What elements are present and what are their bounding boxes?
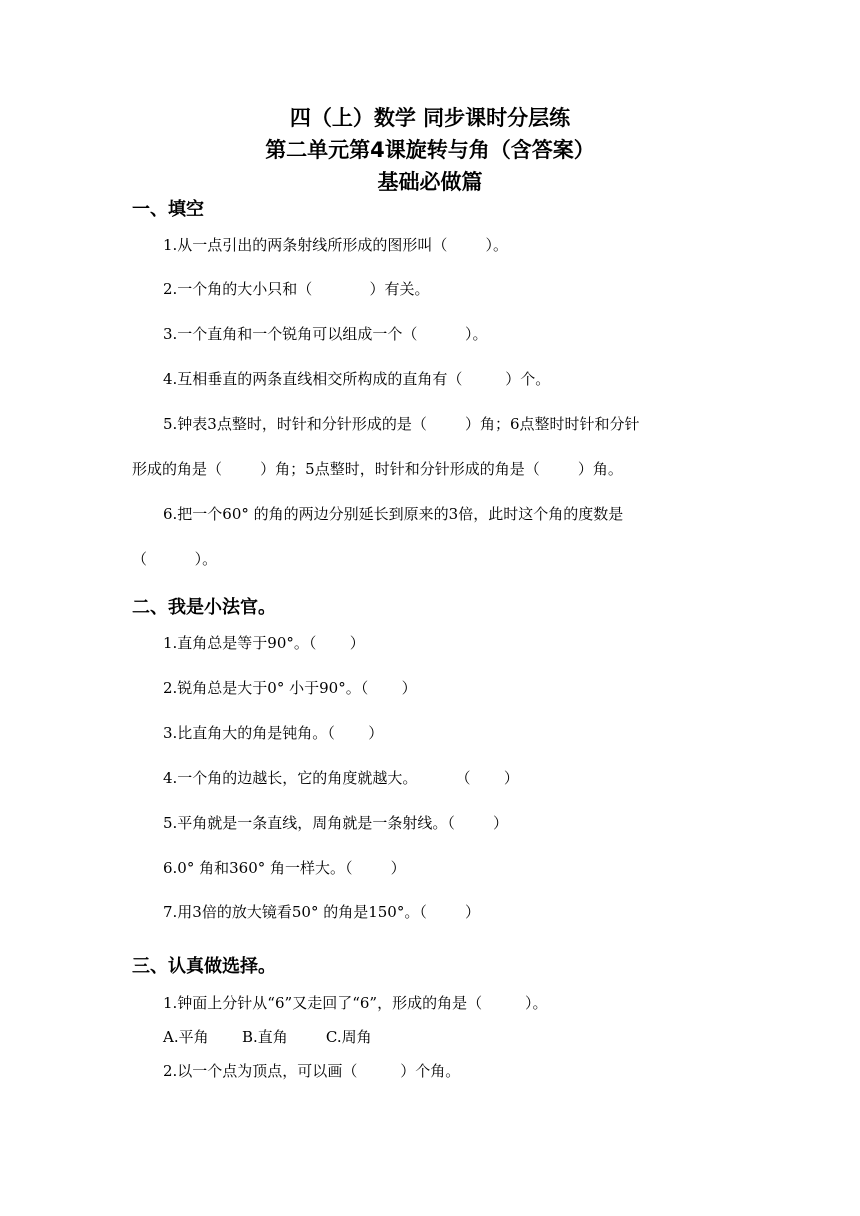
question-line: 5.平角就是一条直线，周角就是一条射线。（ ） <box>163 814 508 832</box>
title-line-2: 第二单元第4课旋转与角（含答案） <box>265 138 595 162</box>
question-line: 2.以一个点为顶点，可以画（ ）个角。 <box>163 1062 461 1080</box>
question-line: 1.钟面上分针从“6”又走回了“6”，形成的角是（ ）。 <box>163 994 548 1012</box>
section-heading-choice: 三、认真做选择。 <box>132 956 276 977</box>
question-line: 2.一个角的大小只和（ ）有关。 <box>163 280 430 298</box>
question-line: 形成的角是（ ）角；5点整时，时针和分针形成的角是（ ）角。 <box>132 460 623 478</box>
title-line-1: 四（上）数学 同步课时分层练 <box>289 106 571 130</box>
question-line: 6.0° 角和360° 角一样大。（ ） <box>163 859 406 877</box>
question-line: 6.把一个60° 的角的两边分别延长到原来的3倍，此时这个角的度数是 <box>163 505 624 523</box>
question-line: 5.钟表3点整时，时针和分针形成的是（ ）角；6点整时时针和分针 <box>163 415 640 433</box>
question-line: 7.用3倍的放大镜看50° 的角是150°。（ ） <box>163 903 480 921</box>
question-line: 3.比直角大的角是钝角。（ ） <box>163 724 384 742</box>
choice-options: A.平角 B.直角 C.周角 <box>163 1028 372 1046</box>
question-line: 2.锐角总是大于0° 小于90°。（ ） <box>163 679 417 697</box>
question-line: 1.从一点引出的两条射线所形成的图形叫（ ）。 <box>163 236 508 254</box>
question-line: 4.一个角的边越长，它的角度就越大。 （ ） <box>163 769 519 787</box>
question-line: 3.一个直角和一个锐角可以组成一个（ ）。 <box>163 325 488 343</box>
title-line-3: 基础必做篇 <box>377 170 483 194</box>
question-line: （ ）。 <box>132 550 218 568</box>
question-line: 1.直角总是等于90°。（ ） <box>163 634 365 652</box>
section-heading-fill-blank: 一、填空 <box>132 199 204 220</box>
question-line: 4.互相垂直的两条直线相交所构成的直角有（ ）个。 <box>163 370 551 388</box>
section-heading-judge: 二、我是小法官。 <box>132 597 276 618</box>
